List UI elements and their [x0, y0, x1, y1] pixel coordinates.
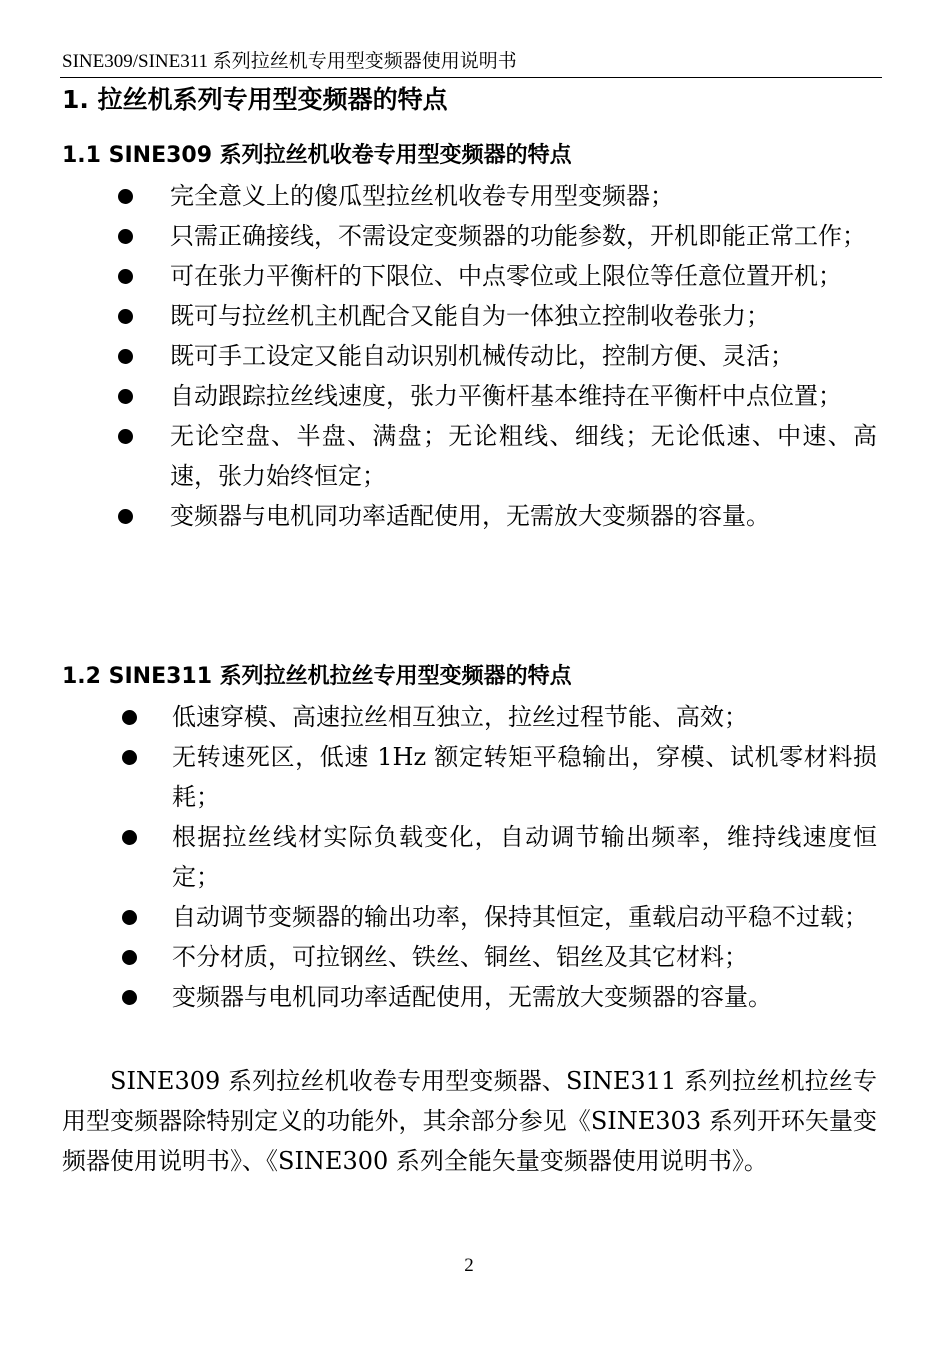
bullet-icon: [122, 710, 137, 725]
bullet-icon: [122, 750, 137, 765]
bullet-text: 无转速死区，低速 1Hz 额定转矩平稳输出，穿模、试机零材料损耗；: [172, 743, 877, 811]
bullet-icon: [122, 990, 137, 1005]
bullet-icon: [118, 349, 133, 364]
list-item: [0, 336, 950, 376]
page-number: 2: [464, 1255, 474, 1276]
list-item: [0, 496, 950, 536]
bullet-list-sine309: [0, 176, 950, 536]
list-item: [0, 256, 950, 296]
bullet-list-sine311: [0, 697, 950, 1017]
bullet-text: 自动调节变频器的输出功率，保持其恒定，重载启动平稳不过载；: [172, 903, 868, 931]
bullet-text: 可在张力平衡杆的下限位、中点零位或上限位等任意位置开机；: [170, 262, 842, 290]
subsection-title-1-2: 1.2 SINE311 系列拉丝机拉丝专用型变频器的特点: [62, 664, 572, 689]
bullet-text: 既可手工设定又能自动识别机械传动比，控制方便、灵活；: [170, 342, 794, 370]
running-header: SINE309/SINE311 系列拉丝机专用型变频器使用说明书: [62, 51, 517, 72]
bullet-text: 不分材质，可拉钢丝、铁丝、铜丝、铝丝及其它材料；: [172, 943, 748, 971]
bullet-text: 既可与拉丝机主机配合又能自为一体独立控制收卷张力；: [170, 302, 770, 330]
list-item: [0, 376, 950, 416]
bullet-icon: [118, 269, 133, 284]
bullet-icon: [118, 509, 133, 524]
bullet-text: 完全意义上的傻瓜型拉丝机收卷专用型变频器；: [170, 182, 674, 210]
bullet-icon: [118, 429, 133, 444]
bullet-text: 变频器与电机同功率适配使用，无需放大变频器的容量。: [172, 983, 772, 1011]
bullet-text: 根据拉丝线材实际负载变化，自动调节输出频率，维持线速度恒定；: [172, 823, 877, 891]
subsection-title-1-1: 1.1 SINE309 系列拉丝机收卷专用型变频器的特点: [62, 143, 572, 168]
list-item: [0, 977, 950, 1017]
list-item: [0, 416, 950, 496]
header-rule: [60, 77, 882, 78]
list-item: [0, 937, 950, 977]
list-item: [0, 697, 950, 737]
bullet-text: 变频器与电机同功率适配使用，无需放大变频器的容量。: [170, 502, 770, 530]
bullet-icon: [118, 309, 133, 324]
bullet-icon: [118, 389, 133, 404]
bullet-icon: [118, 229, 133, 244]
list-item: [0, 296, 950, 336]
bullet-text: 低速穿模、高速拉丝相互独立，拉丝过程节能、高效；: [172, 703, 748, 731]
bullet-icon: [122, 830, 137, 845]
list-item: [0, 897, 950, 937]
closing-paragraph: SINE309 系列拉丝机收卷专用型变频器、SINE311 系列拉丝机拉丝专用型变频器除特别定义的功能外，其余部分参见《SINE303 系列开环矢量变频器使用说明书》、《SINE300 系列全能矢量变频器使用说明书》。: [62, 1067, 877, 1175]
list-item: [0, 817, 950, 897]
bullet-text: 自动跟踪拉丝线速度，张力平衡杆基本维持在平衡杆中点位置；: [170, 382, 842, 410]
bullet-icon: [122, 950, 137, 965]
bullet-text: 只需正确接线，不需设定变频器的功能参数，开机即能正常工作；: [170, 222, 866, 250]
list-item: [0, 216, 950, 256]
section-title: 1. 拉丝机系列专用型变频器的特点: [62, 85, 448, 114]
bullet-icon: [118, 189, 133, 204]
list-item: [0, 737, 950, 817]
list-item: [0, 176, 950, 216]
bullet-text: 无论空盘、半盘、满盘；无论粗线、细线；无论低速、中速、高速，张力始终恒定；: [170, 422, 877, 490]
bullet-icon: [122, 910, 137, 925]
